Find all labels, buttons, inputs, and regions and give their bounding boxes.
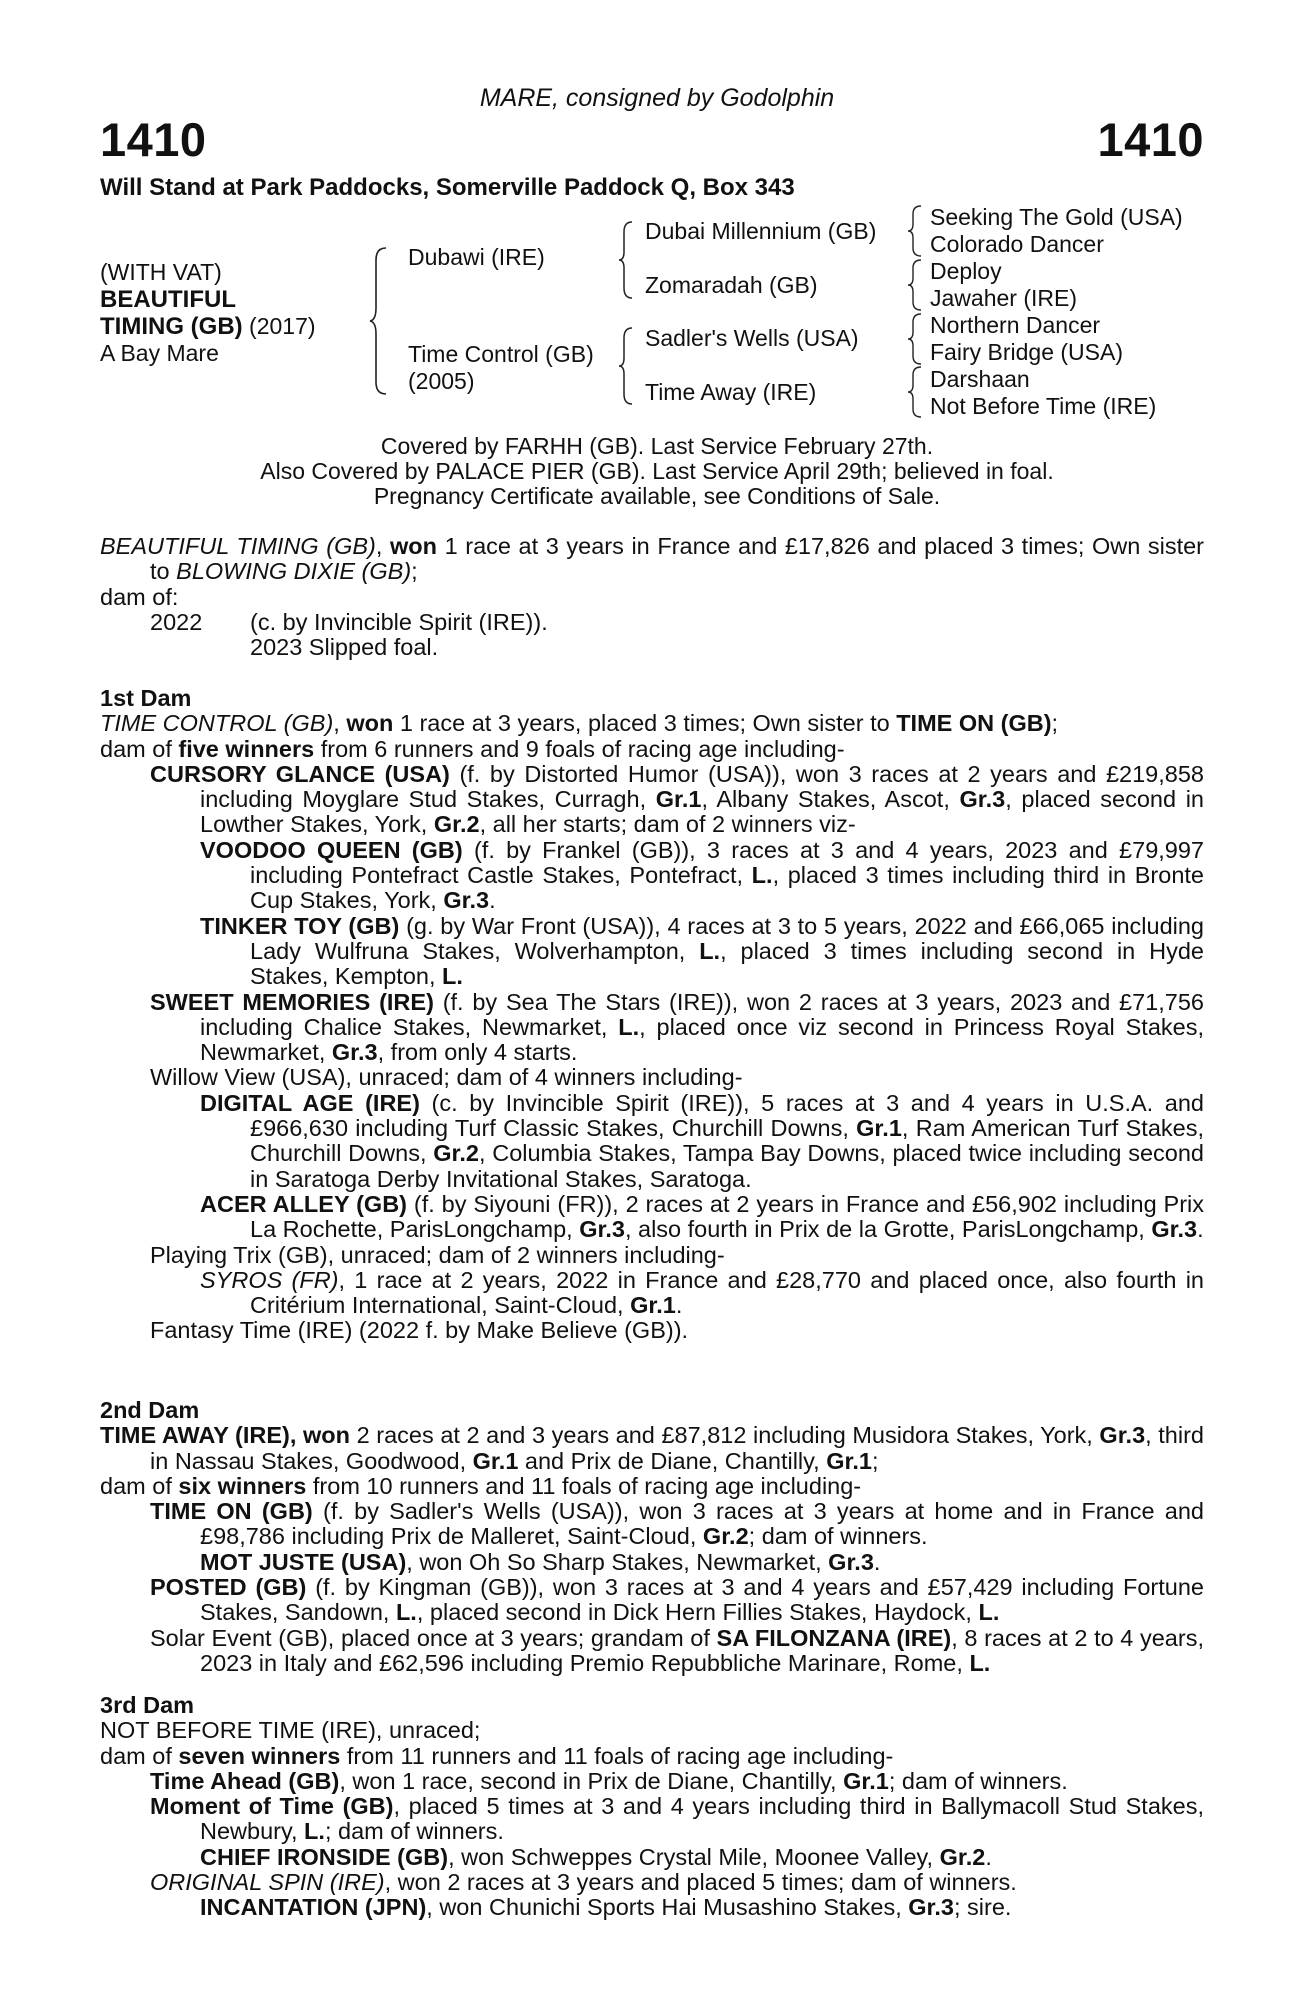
dam-sire-dam: Fairy Bridge (USA) [930,339,1123,365]
mare-race-text: 1 race at 3 years in France and £17,826 and placed 3 times; [437,533,1085,559]
list-item: DIGITAL AGE (IRE) (c. by Invincible Spirit (IRE)), 5 races at 3 and 4 years in U.S.A. and £966,630 including Turf Classic Stakes, Churchill Downs, Gr.1, Ram American Turf Stakes, Churchill Downs, Gr.2, Columbia Stakes, Tampa Bay Downs, placed twice including second in Saratoga Derby Invitational Stakes, Saratoga. [200,1089,1204,1192]
dam-dam: Time Away (IRE) [645,379,817,405]
covering-line1: Covered by FARHH (GB). Last Service February 27th. [380,433,934,459]
list-item: Fantasy Time (IRE) (2022 f. by Make Believe (GB)). [150,1317,689,1344]
horse-description: A Bay Mare [100,340,219,366]
lot-number-left: 1410 [100,113,207,166]
covering-line3: Pregnancy Certificate available, see Conditions of Sale. [373,483,941,509]
second-dam-heading: 2nd Dam [100,1397,200,1423]
list-item: MOT JUSTE (USA), won Oh So Sharp Stakes, Newmarket, Gr.3. [200,1548,881,1575]
second-dam-winners: six winners [178,1472,307,1499]
first-dam-winners: five winners [178,735,315,762]
vat-note: (WITH VAT) [100,259,222,285]
list-item: Solar Event (GB), placed once at 3 years; grandam of SA FILONZANA (IRE), 8 races at 2 to 4 years, 2023 in Italy and £62,596 including Premio Repubbliche Marinare, Rome, L. [150,1624,1204,1676]
first-dam-heading: 1st Dam [100,685,192,711]
pedigree-brace-ss [906,204,924,258]
covering-line2: Also Covered by PALACE PIER (GB). Last Service April 29th; believed in foal. [260,458,1054,484]
consignment-line: MARE, consigned by Godolphin [479,84,835,112]
foal-year: 2022 [150,608,203,635]
first-dam-sister: TIME ON (GB) [896,710,1052,737]
list-item: SYROS (FR), 1 race at 2 years, 2022 in France and £28,770 and placed once, also fourth in Critérium International, Saint-Cloud, Gr.1. [200,1266,1204,1319]
pedigree-brace-main [368,246,390,396]
mare-record: BEAUTIFUL TIMING (GB), won 1 race at 3 years in France and £17,826 and placed 3 times; Own sister to BLOWING DIXIE (GB); dam of: 2022 (c. by Invincible Spirit (IRE)). 2023 Slipped foal. [100,533,1205,661]
list-item: VOODOO QUEEN (GB) (f. by Frankel (GB)), 3 races at 3 and 4 years, 2023 and £79,997 including Pontefract Castle Stakes, Pontefract, L., placed 3 times including third in Bronte Cup Stakes, York, Gr.3. [200,836,1204,914]
list-item: SWEET MEMORIES (IRE) (f. by Sea The Stars (IRE)), won 2 races at 3 years, 2023 and £71,756 including Chalice Stakes, Newmarket, L., placed once viz second in Princess Royal Stakes, Newmarket, Gr.3, from only 4 starts. [150,988,1204,1066]
dam-name: Time Control (GB) [408,341,594,367]
sire-dam-dam: Jawaher (IRE) [930,285,1077,311]
mare-dam-of: dam of: [100,583,179,610]
horse-year: (2017) [249,313,316,339]
dam-sire-sire: Northern Dancer [930,312,1101,338]
list-item: Moment of Time (GB), placed 5 times at 3 and 4 years including third in Ballymacoll Stud Stakes, Newbury, L.; dam of winners. [150,1793,1204,1845]
list-item: Willow View (USA), unraced; dam of 4 winners including- [150,1064,743,1091]
foal-row-2022 [100,610,1204,635]
foal-text-2: 2023 Slipped foal. [250,634,439,661]
third-dam-section: 3rd Dam NOT BEFORE TIME (IRE), unraced; dam of seven winners from 11 runners and 11 foals of racing age including- Time Ahead (GB), won 1 race, second in Prix de Diane, Chantilly, Gr.1; dam of winners. Moment of Time (GB), placed 5 times at 3 and 4 years including third in Ballymacoll Stud Stakes, Newbury, L.; dam of winners. CHIEF IRONSIDE (GB), won Schweppes Crystal Mile, Moonee Valley, Gr.2. ORIGINAL SPIN (IRE), won 2 races at 3 years and placed 5 times; dam of winners. INCANTATION (JPN), won Chunichi Sports Hai Musashino Stakes, Gr.3; sire. [100,1692,1204,1921]
dam-dam-dam: Not Before Time (IRE) [930,393,1157,419]
sire-sire: Dubai Millennium (GB) [645,218,877,244]
dam-year: (2005) [408,368,475,394]
dam-sire: Sadler's Wells (USA) [645,325,859,351]
third-dam-line1: NOT BEFORE TIME (IRE), unraced; [100,1717,481,1744]
covering-info [0,434,1314,509]
pedigree-brace-ds [906,312,924,366]
won-label: won [390,533,437,559]
third-dam-heading: 3rd Dam [100,1692,195,1718]
horse-name-line2-wrap [100,313,316,340]
first-dam-name: TIME CONTROL (GB) [100,710,334,737]
sire-name: Dubawi (IRE) [408,244,545,270]
sire-sire-dam: Colorado Dancer [930,231,1104,257]
list-item: ORIGINAL SPIN (IRE), won 2 races at 3 years and placed 5 times; dam of winners. [150,1869,1017,1896]
pedigree-brace-sire [617,220,635,300]
stand-location: Will Stand at Park Paddocks, Somerville Paddock Q, Box 343 [100,174,795,201]
list-item: Playing Trix (GB), unraced; dam of 2 winners including- [150,1241,725,1268]
list-item: TINKER TOY (GB) (g. by War Front (USA)), 4 races at 3 to 5 years, 2022 and £66,065 including Lady Wulfruna Stakes, Wolverhampton, L., placed 3 times including second in Hyde Stakes, Kempton, L. [200,912,1205,990]
list-item: CURSORY GLANCE (USA) (f. by Distorted Humor (USA)), won 3 races at 2 years and £219,858 including Moyglare Stud Stakes, Curragh, Gr.1, Albany Stakes, Ascot, Gr.3, placed second in Lowther Stakes, York, Gr.2, all her starts; dam of 2 winners viz- [150,760,1204,838]
list-item: INCANTATION (JPN), won Chunichi Sports Hai Musashino Stakes, Gr.3; sire. [200,1894,1012,1921]
pedigree-brace-sd [906,258,924,312]
mare-sister: BLOWING DIXIE (GB) [176,558,412,585]
horse-name-line1: BEAUTIFUL [100,286,236,313]
sire-dam: Zomaradah (GB) [645,272,818,298]
mare-sister-pre: Own sister to [150,533,1205,585]
first-dam-section: 1st Dam TIME CONTROL (GB), won 1 race at 3 years, placed 3 times; Own sister to TIME ON (GB); dam of five winners from 6 runners and 9 foals of racing age including- CURSORY GLANCE (USA) (f. by Distorted Humor (USA)), won 3 races at 2 years and £219,858 including Moyglare Stud Stakes, Curragh, Gr.1, Albany Stakes, Ascot, Gr.3, placed second in Lowther Stakes, York, Gr.2, all her starts; dam of 2 winners viz- VOODOO QUEEN (GB) (f. by Frankel (GB)), 3 races at 3 and 4 years, 2023 and £79,997 including Pontefract Castle Stakes, Pontefract, L., placed 3 times including third in Bronte Cup Stakes, York, Gr.3. TINKER TOY (GB) (g. by War Front (USA)), 4 races at 3 to 5 years, 2022 and £66,065 including Lady Wulfruna Stakes, Wolverhampton, L., placed 3 times including second in Hyde Stakes, Kempton, L. SWEET MEMORIES (IRE) (f. by Sea The Stars (IRE)), won 2 races at 3 years, 2023 and £71,756 including Chalice Stakes, Newmarket, L., placed once viz second in Princess Royal Stakes, Newmarket, Gr.3, from only 4 starts. Willow View (USA), unraced; dam of 4 winners including- DIGITAL AGE (IRE) (c. by Invincible Spirit (IRE)), 5 races at 3 and 4 years in U.S.A. and £966,630 including Turf Classic Stakes, Churchill Downs, Gr.1, Ram American Turf Stakes, Churchill Downs, Gr.2, Columbia Stakes, Tampa Bay Downs, placed twice including second in Saratoga Derby Invitational Stakes, Saratoga. ACER ALLEY (GB) (f. by Siyouni (FR)), 2 races at 2 years in France and £56,902 including Prix La Rochette, ParisLongchamp, Gr.3, also fourth in Prix de la Grotte, ParisLongchamp, Gr.3. Playing Trix (GB), unraced; dam of 2 winners including- SYROS (FR), 1 race at 2 years, 2022 in France and £28,770 and placed once, also fourth in Critérium International, Saint-Cloud, Gr.1. Fantasy Time (IRE) (2022 f. by Make Believe (GB)). [100,685,1205,1344]
third-dam-winners: seven winners [178,1742,341,1769]
second-dam-name: TIME AWAY (IRE) [100,1422,290,1449]
foal-text: (c. by Invincible Spirit (IRE)). [250,608,548,635]
list-item: CHIEF IRONSIDE (GB), won Schweppes Crystal Mile, Moonee Valley, Gr.2. [200,1843,992,1870]
horse-name-line2: TIMING (GB) [100,313,243,340]
pedigree-brace-dd [906,365,924,419]
list-item: Time Ahead (GB), won 1 race, second in Prix de Diane, Chantilly, Gr.1; dam of winners. [150,1767,1068,1794]
sire-sire-sire: Seeking The Gold (USA) [930,204,1183,230]
list-item: POSTED (GB) (f. by Kingman (GB)), won 3 races at 3 and 4 years and £57,429 including Fortune Stakes, Sandown, L., placed second in Dick Hern Fillies Stakes, Haydock, L. [150,1574,1204,1626]
list-item: ACER ALLEY (GB) (f. by Siyouni (FR)), 2 races at 2 years in France and £56,902 including Prix La Rochette, ParisLongchamp, Gr.3, also fourth in Prix de la Grotte, ParisLongchamp, Gr.3. [200,1190,1205,1243]
sire-dam-sire: Deploy [930,258,1002,284]
mare-name: BEAUTIFUL TIMING (GB) [100,533,376,559]
second-dam-section: 2nd Dam TIME AWAY (IRE), won 2 races at 2 and 3 years and £87,812 including Musidora Stakes, York, Gr.3, third in Nassau Stakes, Goodwood, Gr.1 and Prix de Diane, Chantilly, Gr.1; dam of six winners from 10 runners and 11 foals of racing age including- TIME ON (GB) (f. by Sadler's Wells (USA)), won 3 races at 3 years at home and in France and £98,786 including Prix de Malleret, Saint-Cloud, Gr.2; dam of winners. MOT JUSTE (USA), won Oh So Sharp Stakes, Newmarket, Gr.3. POSTED (GB) (f. by Kingman (GB)), won 3 races at 3 and 4 years and £57,429 including Fortune Stakes, Sandown, L., placed second in Dick Hern Fillies Stakes, Haydock, L. Solar Event (GB), placed once at 3 years; grandam of SA FILONZANA (IRE), 8 races at 2 to 4 years, 2023 in Italy and £62,596 including Premio Repubbliche Marinare, Rome, L. [100,1397,1205,1676]
lot-number-right: 1410 [1097,113,1204,166]
pedigree-brace-dam [617,326,635,406]
list-item: TIME ON (GB) (f. by Sadler's Wells (USA)), won 3 races at 3 years at home and in France and £98,786 including Prix de Malleret, Saint-Cloud, Gr.2; dam of winners. [150,1498,1205,1550]
dam-dam-sire: Darshaan [930,366,1030,392]
